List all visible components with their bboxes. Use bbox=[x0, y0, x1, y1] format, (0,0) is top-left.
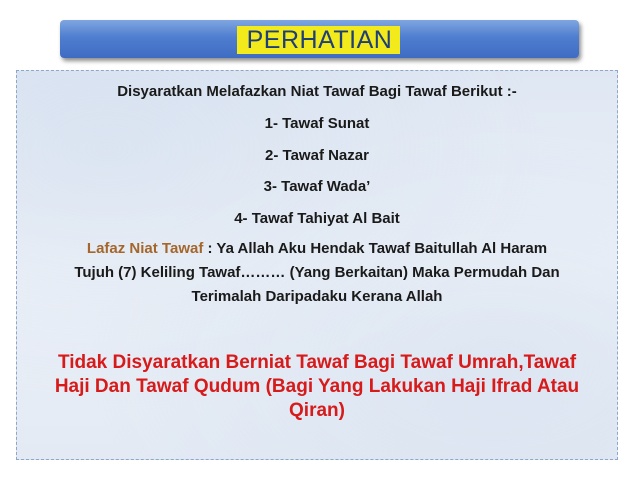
lafaz-label: Lafaz Niat Tawaf bbox=[86, 240, 204, 257]
intro-text: Disyaratkan Melafazkan Niat Tawaf Bagi Tawaf Berikut :- bbox=[117, 83, 517, 100]
lafaz-line-2: Tujuh (7) Keliling Tawaf……… (Yang Berkaitan) Maka Permudah Dan bbox=[74, 264, 560, 281]
warning-text bbox=[17, 351, 617, 423]
content-panel bbox=[16, 70, 618, 460]
warning-line-2: Haji Dan Tawaf Qudum (Bagi Yang Lakukan Haji Ifrad Atau bbox=[54, 376, 580, 397]
title-bar bbox=[60, 20, 579, 58]
list-item-tahiyat: 4- Tawaf Tahiyat Al Bait bbox=[234, 210, 400, 227]
list-item-sunat: 1- Tawaf Sunat bbox=[264, 115, 370, 132]
list-item-nazar: 2- Tawaf Nazar bbox=[265, 147, 369, 164]
lafaz-line-1 bbox=[17, 240, 617, 257]
lafaz-text-1: : Ya Allah Aku Hendak Tawaf Baitullah Al Haram bbox=[203, 240, 548, 257]
lafaz-line-3: Terimalah Daripadaku Kerana Allah bbox=[191, 288, 443, 305]
warning-line-1: Tidak Disyaratkan Berniat Tawaf Bagi Tawaf Umrah,Tawaf bbox=[57, 352, 577, 373]
list-item-wada: 3- Tawaf Wada’ bbox=[263, 178, 371, 195]
page-title: PERHATIAN bbox=[246, 26, 393, 54]
warning-line-3: Qiran) bbox=[289, 400, 345, 421]
